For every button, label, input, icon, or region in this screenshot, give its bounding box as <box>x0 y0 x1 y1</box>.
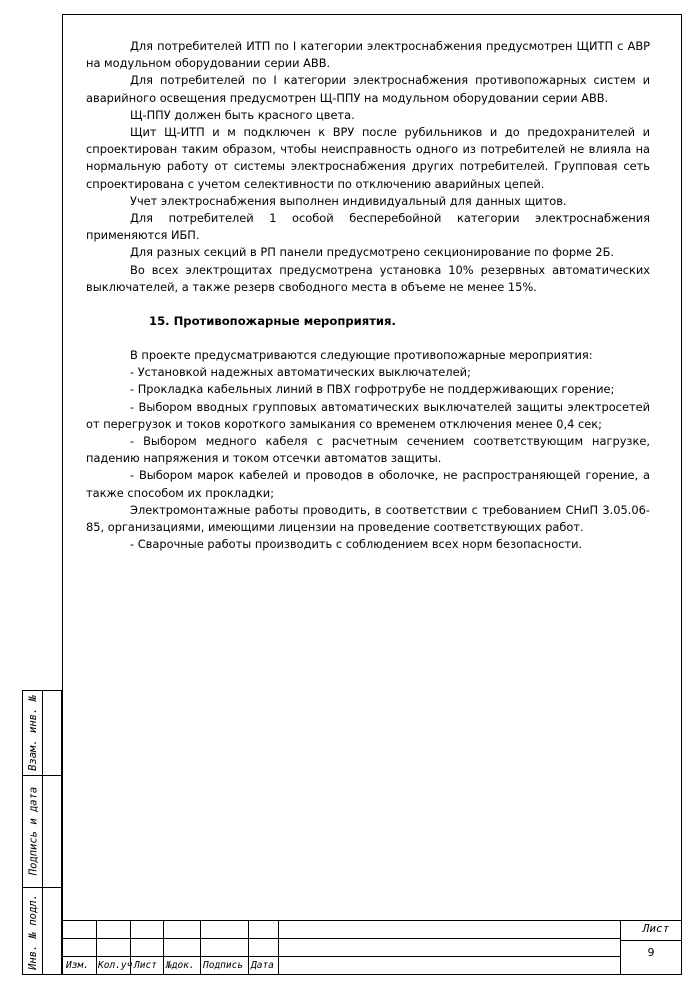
paragraph: - Выбором вводных групповых автоматических выключателей защиты электросетей от перегрузок и токов короткого замыкания со временем отключения менее 0,4 сек; <box>86 399 650 431</box>
title-block-col-line <box>200 920 201 975</box>
paragraph: - Установкой надежных автоматических выключателей; <box>130 365 471 380</box>
sheet-separator <box>620 940 682 941</box>
title-block-row-line <box>62 956 620 957</box>
paragraph: В проекте предусматриваются следующие противопожарные мероприятия: <box>130 348 593 363</box>
paragraph: - Сварочные работы производить с соблюдением всех норм безопасности. <box>130 537 583 552</box>
side-label-signature-date: Подпись и дата <box>27 786 40 876</box>
title-block <box>62 920 682 975</box>
paragraph: - Выбором медного кабеля с расчетным сечением соответствующим нагрузке, падению напряжения и током отсечки автоматов защиты. <box>86 434 650 466</box>
paragraph: Щит Щ-ИТП и м подключен к ВРУ после рубильников и до предохранителей и спроектирован таким образом, чтобы неисправность одного из потребителей не влияла на нормальную работу от системы электроснабжения других потребителей. Групповая сеть спроектирована с учетом селективности по отключению аварийных цепей. <box>86 125 650 191</box>
paragraph: - Прокладка кабельных линий в ПВХ гофротрубе не поддерживающих горение; <box>130 382 615 397</box>
stamp-label-doc-number: №док. <box>166 960 195 971</box>
stamp-label-signature: Подпись <box>203 960 244 971</box>
title-block-top-line <box>62 920 682 921</box>
paragraph: Электромонтажные работы проводить, в соответствии с требованием СНиП 3.05.06-85, организациями, имеющими лицензии на проведение соответствующих работ. <box>86 502 650 535</box>
paragraph: Во всех электрощитах предусмотрена установка 10% резервных автоматических выключателей, а также резерв свободного места в объеме не менее 15%. <box>86 262 650 294</box>
side-stamp <box>22 690 62 975</box>
sheet-label: Лист <box>642 922 670 935</box>
paragraph: Для потребителей 1 особой бесперебойной категории электроснабжения применяются ИБП. <box>86 211 650 243</box>
stamp-label-change: Изм. <box>66 960 89 971</box>
title-block-col-line <box>163 920 164 975</box>
stamp-label-count: Кол.уч <box>98 960 133 971</box>
sheet-number: 9 <box>647 946 655 959</box>
spacer <box>86 296 650 313</box>
paragraph: Для разных секций в РП панели предусмотрено секционирование по форме 2Б. <box>130 245 615 260</box>
stamp-label-sheet: Лист <box>134 960 157 971</box>
paragraph: Щ-ППУ должен быть красного цвета. <box>130 107 355 122</box>
side-label-replacement-inv: Взам. инв. № <box>27 695 40 771</box>
paragraph: Для потребителей по I категории электроснабжения противопожарных систем и аварийного освещения предусмотрен Щ-ППУ на модульном оборудовании серии ABB. <box>86 73 650 105</box>
paragraph: Учет электроснабжения выполнен индивидуальный для данных щитов. <box>130 193 567 208</box>
title-block-col-line <box>96 920 97 975</box>
spacer <box>86 330 650 347</box>
side-label-original-inv: Инв. № подл. <box>27 893 40 970</box>
document-body <box>86 38 650 553</box>
title-block-col-line <box>278 920 279 975</box>
section-title: 15. Противопожарные мероприятия. <box>149 314 396 329</box>
stamp-label-date: Дата <box>251 960 274 971</box>
title-block-row-line <box>62 938 620 939</box>
title-block-col-line <box>248 920 249 975</box>
paragraph: Для потребителей ИТП по I категории электроснабжения предусмотрен ЩИТП с АВР на модульном оборудовании серии ABB. <box>86 39 650 71</box>
paragraph: - Выбором марок кабелей и проводов в оболочке, не распространяющей горение, а также способом их прокладки; <box>86 468 650 500</box>
